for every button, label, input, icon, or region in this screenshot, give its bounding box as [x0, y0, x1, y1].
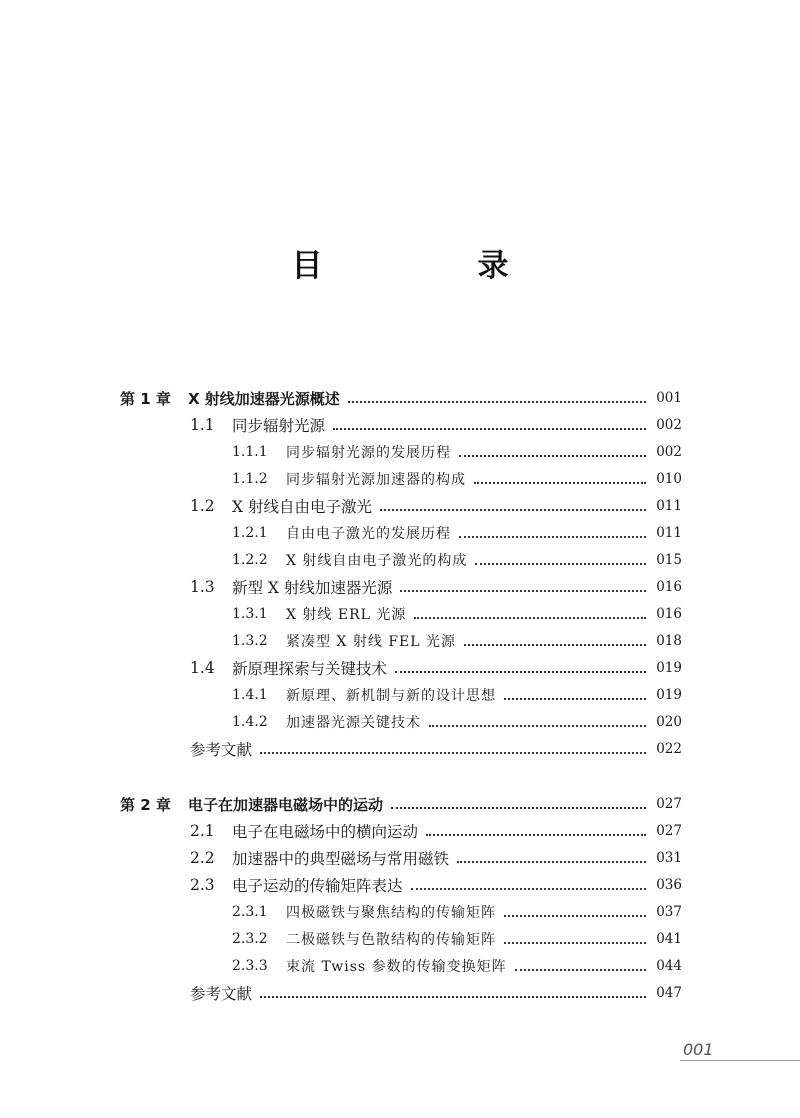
toc-section-entry: [190, 982, 682, 1004]
dot-leader: [411, 887, 646, 890]
toc-entry-title: 自由电子激光的发展历程: [286, 526, 451, 542]
toc-chapter-entry: [120, 387, 682, 409]
toc-section-entry: [190, 495, 682, 517]
dot-leader: [414, 616, 646, 619]
toc-subsection-entry: [232, 468, 682, 490]
toc-section-entry: [190, 738, 682, 760]
toc-entry-number: 2.3.2: [232, 931, 268, 947]
dot-leader: [333, 427, 646, 430]
toc-subsection-entry: [232, 901, 682, 923]
dot-leader: [475, 562, 646, 565]
toc-entry-number: 2.3.3: [232, 958, 268, 974]
toc-entry-title: 加速器中的典型磁场与常用磁铁: [232, 850, 450, 868]
toc-entry-number: 1.1: [190, 416, 215, 434]
toc-entry-number: 1.4.1: [232, 687, 268, 703]
toc-subsection-entry: [232, 684, 682, 706]
toc-entry-title: 电子运动的传输矩阵表达: [232, 877, 403, 895]
dot-leader: [400, 589, 646, 592]
toc-entry-title: X 射线 ERL 光源: [286, 607, 407, 623]
toc-entry-title: 新原理探索与关键技术: [232, 660, 388, 678]
toc-subsection-entry: [232, 603, 682, 625]
toc-entry-title: 同步辐射光源加速器的构成: [286, 472, 466, 488]
toc-entry-page: 037: [656, 904, 682, 920]
toc-entry-number: 1.1.2: [232, 471, 268, 487]
footer-rule: [680, 1060, 800, 1061]
toc-entry-title: X 射线自由电子激光: [232, 498, 372, 516]
toc-subsection-entry: [232, 522, 682, 544]
dot-leader: [474, 481, 646, 484]
toc-entry-number: 1.4: [190, 659, 215, 677]
toc-entry-page: 002: [656, 444, 682, 460]
toc-entry-title: 新型 X 射线加速器光源: [232, 579, 393, 597]
toc-section-entry: [190, 576, 682, 598]
toc-entry-number: 1.1.1: [232, 444, 268, 460]
dot-leader: [348, 400, 646, 403]
toc-chapter-entry: [120, 793, 682, 815]
toc-entry-page: 020: [656, 714, 682, 730]
dot-leader: [504, 697, 646, 700]
toc-section-entry: [190, 414, 682, 436]
page-title: 目 录: [291, 248, 571, 284]
toc-entry-page: 019: [656, 660, 682, 676]
toc-subsection-entry: [232, 711, 682, 733]
toc-section-entry: [190, 847, 682, 869]
toc-entry-title: 四极磁铁与聚焦结构的传输矩阵: [286, 905, 496, 921]
toc-entry-title: X 射线加速器光源概述: [188, 389, 340, 408]
dot-leader: [515, 968, 646, 971]
dot-leader: [380, 508, 646, 511]
toc-entry-page: 016: [656, 579, 682, 595]
toc-entry-page: 027: [656, 823, 682, 839]
toc-section-entry: [190, 820, 682, 842]
toc-entry-page: 027: [656, 796, 682, 812]
toc-entry-page: 041: [656, 931, 682, 947]
page-number: 001: [683, 1040, 714, 1059]
dot-leader: [391, 806, 646, 809]
toc-entry-title: 二极磁铁与色散结构的传输矩阵: [286, 932, 496, 948]
toc-entry-title: 参考文献: [190, 985, 253, 1003]
toc-entry-page: 016: [656, 606, 682, 622]
toc-subsection-entry: [232, 955, 682, 977]
toc-entry-title: 束流 Twiss 参数的传输变换矩阵: [286, 959, 507, 975]
toc-entry-title: X 射线自由电子激光的构成: [286, 553, 468, 569]
dot-leader: [459, 454, 646, 457]
toc-entry-page: 011: [656, 525, 682, 541]
toc-entry-number: 2.2: [190, 849, 215, 867]
toc-entry-title: 电子在加速器电磁场中的运动: [188, 795, 384, 814]
toc-entry-title: 参考文献: [190, 741, 253, 759]
toc-entry-page: 044: [656, 958, 682, 974]
toc-entry-title: 加速器光源关键技术: [286, 715, 421, 731]
toc-subsection-entry: [232, 630, 682, 652]
toc-entry-title: 电子在电磁场中的横向运动: [232, 823, 419, 841]
dot-leader: [459, 535, 646, 538]
toc-subsection-entry: [232, 549, 682, 571]
toc-entry-number: 1.3: [190, 578, 215, 596]
toc-entry-number: 1.2.1: [232, 525, 268, 541]
toc-entry-title: 同步辐射光源: [232, 417, 326, 435]
toc-entry-number: 1.2: [190, 497, 215, 515]
toc-entry-number: 2.1: [190, 822, 215, 840]
toc-entry-number: 1.2.2: [232, 552, 268, 568]
dot-leader: [504, 914, 646, 917]
toc-entry-number: 2.3: [190, 876, 215, 894]
toc-section-entry: [190, 657, 682, 679]
toc-entry-title: 新原理、新机制与新的设计思想: [286, 688, 496, 704]
toc-entry-page: 047: [656, 985, 682, 1001]
toc-entry-page: 031: [656, 850, 682, 866]
dot-leader: [504, 941, 646, 944]
toc-entry-page: 036: [656, 877, 682, 893]
dot-leader: [429, 724, 646, 727]
toc-entry-page: 018: [656, 633, 682, 649]
toc-entry-title: 紧凑型 X 射线 FEL 光源: [286, 634, 456, 650]
toc-entry-number: 1.4.2: [232, 714, 268, 730]
toc-entry-page: 011: [656, 498, 682, 514]
toc-entry-page: 001: [656, 390, 682, 406]
dot-leader: [260, 995, 646, 998]
toc-entry-page: 002: [656, 417, 682, 433]
toc-entry-page: 015: [656, 552, 682, 568]
dot-leader: [395, 670, 646, 673]
toc-entry-number: 第 1 章: [120, 389, 171, 408]
toc-entry-page: 010: [656, 471, 682, 487]
toc-subsection-entry: [232, 441, 682, 463]
toc-entry-page: 022: [656, 741, 682, 757]
toc-entry-number: 2.3.1: [232, 904, 268, 920]
dot-leader: [464, 643, 646, 646]
dot-leader: [260, 751, 646, 754]
toc-entry-title: 同步辐射光源的发展历程: [286, 445, 451, 461]
toc-entry-number: 1.3.1: [232, 606, 268, 622]
toc-entry-number: 1.3.2: [232, 633, 268, 649]
dot-leader: [426, 833, 646, 836]
toc-entry-number: 第 2 章: [120, 795, 171, 814]
toc-section-entry: [190, 874, 682, 896]
toc-entry-page: 019: [656, 687, 682, 703]
toc-subsection-entry: [232, 928, 682, 950]
dot-leader: [457, 860, 646, 863]
